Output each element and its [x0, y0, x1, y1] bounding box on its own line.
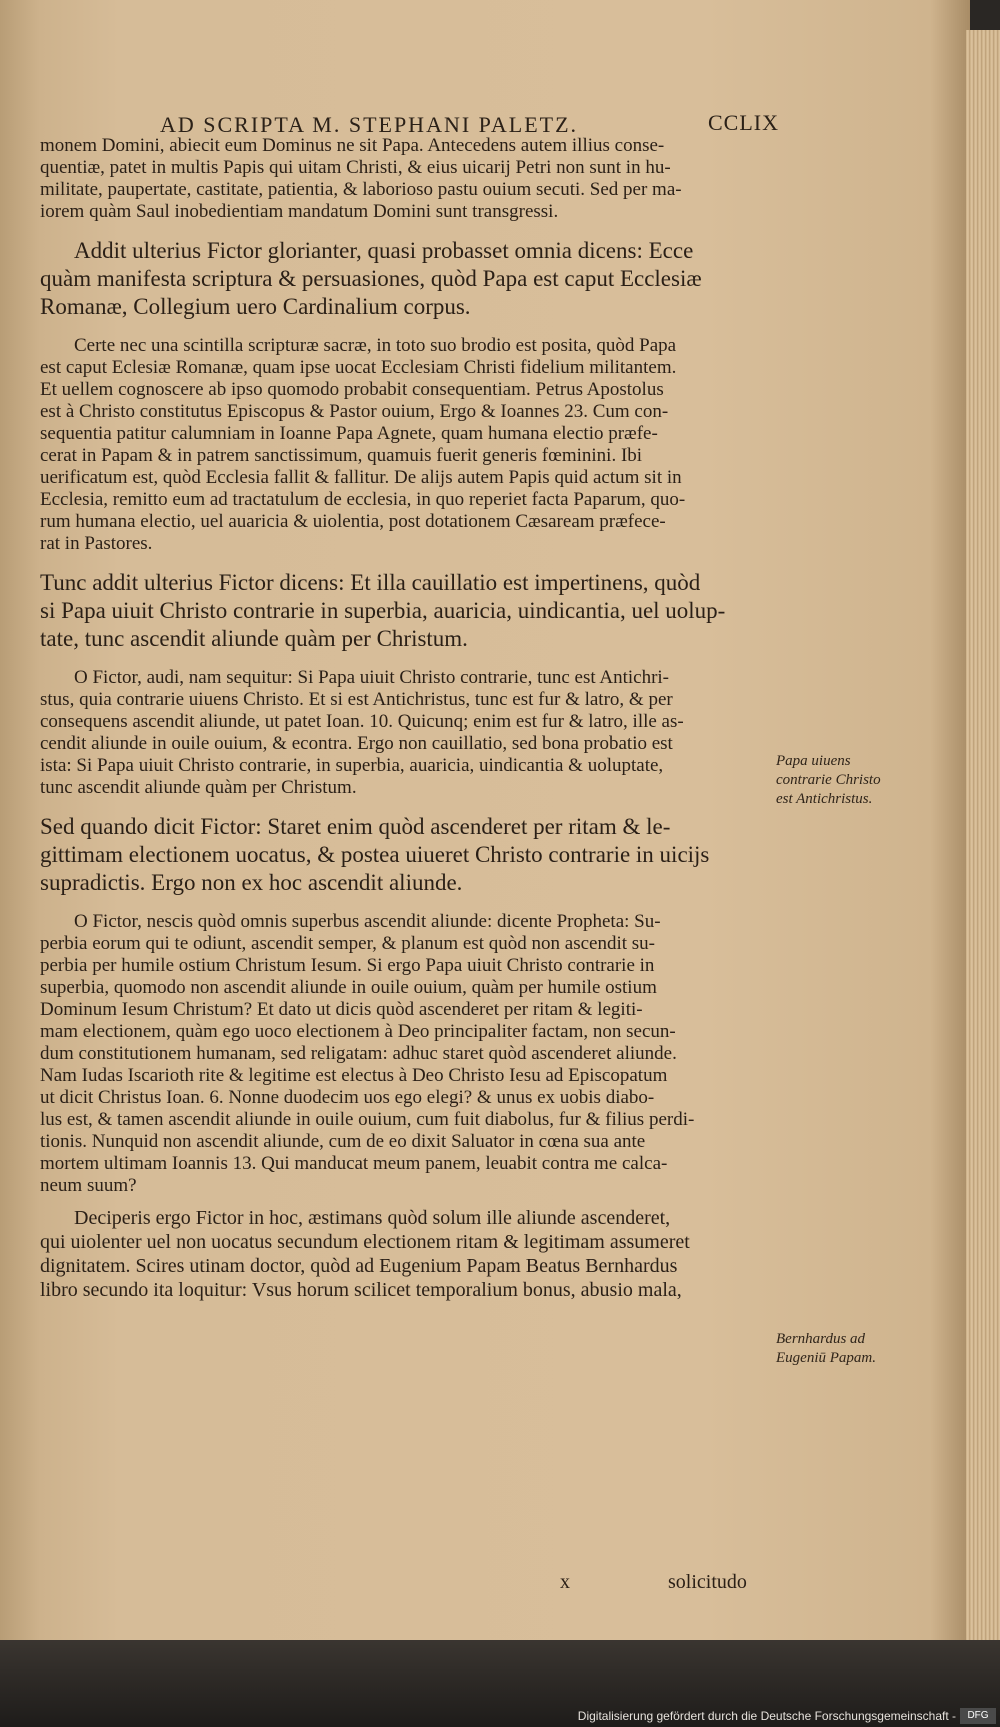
text-line: Sed quando dicit Fictor: Staret enim quòd ascenderet per ritam & le- [40, 814, 671, 839]
text-line: Ecclesia, remitto eum ad tractatulum de ecclesia, in quo reperiet facta Paparum, quo- [40, 489, 686, 510]
text-line: monem Domini, abiecit eum Dominus ne sit Papa. Antecedens autem illius conse- [40, 135, 665, 156]
text-line: tate, tunc ascendit aliunde quàm per Christum. [40, 626, 468, 651]
text-line: est caput Eclesiæ Romanæ, quam ipse uocat Ecclesiam Christi fidelium militantem. [40, 357, 677, 378]
text-line: iorem quàm Saul inobedientiam mandatum Domini sunt transgressi. [40, 201, 559, 222]
text-line: Dominum Iesum Christum? Et dato ut dicis quòd ascenderet per ritam & legiti- [40, 999, 643, 1020]
text-line: sequentia patitur calumniam in Ioanne Papa Agnete, quam humana electio præfe- [40, 423, 658, 444]
margin-note-bernhardus: Bernhardus ad Eugeniū Papam. [776, 1331, 876, 1366]
text-line: cendit aliunde in ouile ouium, & econtra. Ergo non cauillatio, sed bona probatio est [40, 733, 673, 754]
margin-note-antichristus: Papa uiuens contrarie Christo est Antichristus. [776, 753, 881, 807]
text-line: quentiæ, patet in multis Papis qui uitam Christi, & eius uicarij Petri non sunt in hu- [40, 157, 671, 178]
text-line: Addit ulterius Fictor glorianter, quasi probasset omnia dicens: Ecce [74, 238, 694, 263]
text-line: consequens ascendit aliunde, ut patet Ioan. 10. Quicunq; enim est fur & latro, ille as- [40, 711, 684, 732]
credit-text: Digitalisierung gefördert durch die Deutsche Forschungsgemeinschaft - [577, 1709, 956, 1723]
text-line: gittimam electionem uocatus, & postea uiueret Christo contrarie in uicijs [40, 842, 710, 867]
paragraph [40, 569, 780, 653]
text-line: neum suum? [40, 1175, 137, 1196]
text-line: O Fictor, audi, nam sequitur: Si Papa uiuit Christo contrarie, tunc est Antichri- [74, 667, 670, 688]
text-line: dum constitutionem humanam, sed religatam: adhuc staret quòd ascenderet aliunde. [40, 1043, 677, 1064]
page-edges [966, 30, 1000, 1640]
paragraph [40, 911, 780, 1197]
text-line: Deciperis ergo Fictor in hoc, æstimans quòd solum ille aliunde ascenderet, [74, 1207, 671, 1229]
paragraph [40, 1206, 780, 1302]
text-line: Nam Iudas Iscarioth rite & legitime est electus à Deo Christo Iesu ad Episcopatum [40, 1065, 668, 1086]
credit-bar [0, 1705, 1000, 1727]
text-line: si Papa uiuit Christo contrarie in superbia, auaricia, uindicantia, uel uolup- [40, 598, 726, 623]
text-line: Romanæ, Collegium uero Cardinalium corpus. [40, 294, 471, 319]
catchword: solicitudo [668, 1571, 747, 1593]
dfg-logo: DFG [960, 1708, 996, 1724]
text-line: est à Christo constitutus Episcopus & Pastor ouium, Ergo & Ioannes 23. Cum con- [40, 401, 669, 422]
text-line: perbia per humile ostium Christum Iesum. Si ergo Papa uiuit Christo contrarie in [40, 955, 655, 976]
text-line: lus est, & tamen ascendit aliunde in ouile ouium, cum fuit diabolus, fur & filius perdi- [40, 1109, 695, 1130]
text-line: libro secundo ita loquitur: Vsus horum scilicet temporalium bonus, abusio mala, [40, 1279, 682, 1301]
text-line: Et uellem cognoscere ab ipso quomodo probabit consequentiam. Petrus Apostolus [40, 379, 664, 400]
text-line: militate, paupertate, castitate, patientia, & laborioso pastu ouium secuti. Sed per ma- [40, 179, 682, 200]
text-line: Certe nec una scintilla scripturæ sacræ, in toto suo brodio est posita, quòd Papa [74, 335, 677, 356]
paragraph [40, 237, 780, 321]
text-line: rat in Pastores. [40, 533, 153, 554]
text-line: stus, quia contrarie uiuens Christo. Et si est Antichristus, tunc est fur & latro, & per [40, 689, 673, 710]
text-line: ut dicit Christus Ioan. 6. Nonne duodecim uos ego elegi? & unus ex uobis diabo- [40, 1087, 655, 1108]
main-text [40, 135, 780, 1311]
text-line: rum humana electio, uel auaricia & uiolentia, post dotationem Cæsaream præfece- [40, 511, 666, 532]
text-line: quàm manifesta scriptura & persuasiones, quòd Papa est caput Ecclesiæ [40, 266, 702, 291]
text-line: O Fictor, nescis quòd omnis superbus ascendit aliunde: dicente Propheta: Su- [74, 911, 661, 932]
signature-mark: x [560, 1571, 570, 1593]
text-line: dignitatem. Scires utinam doctor, quòd ad Eugenium Papam Beatus Bernhardus [40, 1255, 678, 1277]
text-line: uerificatum est, quòd Ecclesia fallit & fallitur. De alijs autem Papis quid actum sit in [40, 467, 682, 488]
paragraph [40, 335, 780, 555]
text-line: superbia, quomodo non ascendit aliunde in ouile ouium, quàm per humile ostium [40, 977, 657, 998]
paragraph [40, 667, 780, 799]
text-line: qui uiolenter uel non uocatus secundum electionem ritam & legitimam assumeret [40, 1231, 690, 1253]
paragraph [40, 813, 780, 897]
text-line: ista: Si Papa uiuit Christo contrarie, in superbia, auaricia, uindicantia & uoluptate, [40, 755, 664, 776]
text-line: perbia eorum qui te odiunt, ascendit semper, & planum est quòd non ascendit su- [40, 933, 656, 954]
text-line: mam electionem, quàm ego uoco electionem à Deo principaliter factam, non secun- [40, 1021, 676, 1042]
text-line: mortem ultimam Ioannis 13. Qui manducat meum panem, leuabit contra me calca- [40, 1153, 668, 1174]
text-line: supradictis. Ergo non ex hoc ascendit aliunde. [40, 870, 463, 895]
paragraph [40, 135, 780, 223]
running-title: AD SCRIPTA M. STEPHANI PALETZ. [160, 112, 579, 137]
folio-number: CCLIX [708, 110, 779, 135]
text-line: tunc ascendit aliunde quàm per Christum. [40, 777, 357, 798]
text-line: cerat in Papam & in patrem sanctissimum, quamuis fuerit generis fœminini. Ibi [40, 445, 643, 466]
text-line: tionis. Nunquid non ascendit aliunde, cum de eo dixit Saluator in cœna sua ante [40, 1131, 646, 1152]
text-line: Tunc addit ulterius Fictor dicens: Et illa cauillatio est impertinens, quòd [40, 570, 701, 595]
